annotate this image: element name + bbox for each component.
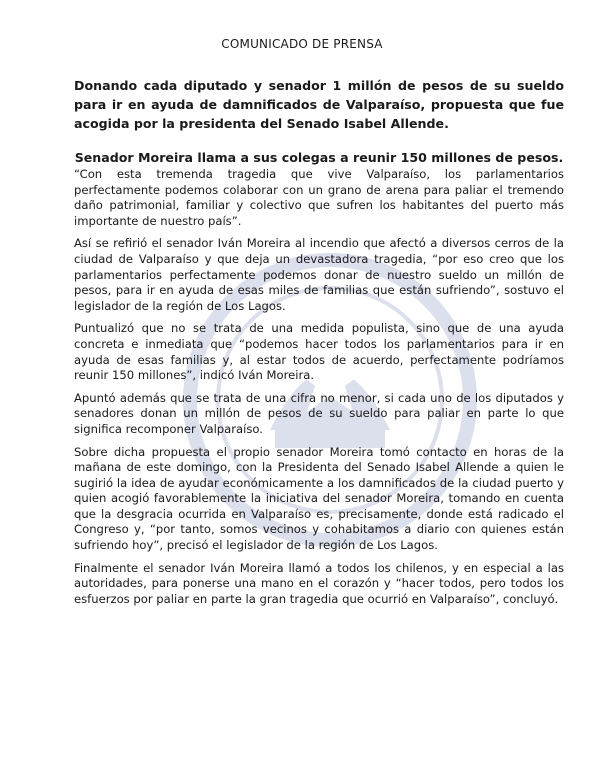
paragraph: Sobre dicha propuesta el propio senador Moreira tomó contacto en horas de la mañana de este domingo, con la Presidenta del Senado Isabel Allende a quien le sugirió la idea de ayudar económicamente a los damnificados de la ciudad puerto y quien acogió favorablemente la iniciativa del senador Moreira, tomando en cuenta que la desgracia ocurrida en Valparaíso es, precisamente, donde está radicado el Congreso y, “por tanto, somos vecinos y cohabitamos a diario con quienes están sufriendo hoy”, precisó el legislador de la región de Los Lagos. [74,444,564,553]
subtitle: Senador Moreira llama a sus colegas a reunir 150 millones de pesos. [74,150,564,165]
paragraph: Puntualizó que no se trata de una medida populista, sino que de una ayuda concreta e inmediata que “podemos hacer todos los parlamentarios para ir en ayuda de esas familias y, al estar todos de acuerdo, perfectamente podríamos reunir 150 millones”, indicó Iván Moreira. [74,321,564,383]
lead-paragraph: Donando cada diputado y senador 1 millón de pesos de su sueldo para ir en ayuda de damnificados de Valparaíso, propuesta que fue acogida por la presidenta del Senado Isabel Allende. [74,78,564,131]
document-header: COMUNICADO DE PRENSA [221,37,383,51]
paragraph: Finalmente el senador Iván Moreira llamó a todos los chilenos, y en especial a las autoridades, para ponerse una mano en el corazón y “hacer todos, pero todos los esfuerzos por paliar en parte la gran tragedia que ocurrió en Valparaíso”, concluyó. [74,560,564,606]
paragraph: “Con esta tremenda tragedia que vive Valparaíso, los parlamentarios perfectamente podemos colaborar con un grano de arena para paliar el tremendo daño patrimonial, familiar y colectivo que sufren los habitantes del puerto más importante de nuestro país”. [74,167,564,228]
paragraph: Apuntó además que se trata de una cifra no menor, si cada uno de los diputados y senadores donan un millón de pesos de su sueldo para paliar en parte lo que significa recomponer Valparaíso. [74,390,564,436]
paragraph: Así se refirió el senador Iván Moreira al incendio que afectó a diversos cerros de la ciudad de Valparaíso y que deja un devastadora tragedia, “por eso creo que los parlamentarios perfectamente podemos donar de nuestro sueldo un millón de pesos, para ir en ayuda de esas miles de familias que están sufriendo”, sostuvo el legislador de la región de Los Lagos. [74,236,564,313]
body-text [74,167,564,614]
